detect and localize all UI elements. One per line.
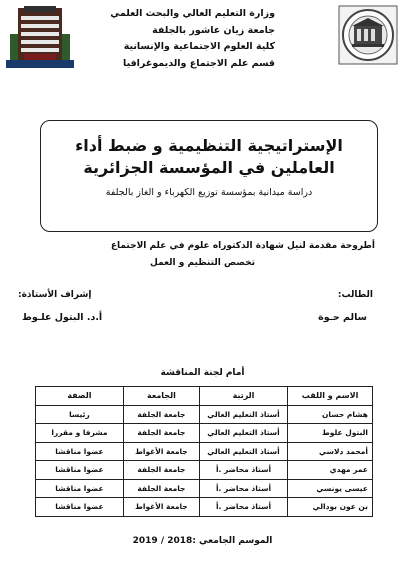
header-rank: الرتبة <box>199 387 287 406</box>
student-label: الطالب: <box>337 290 373 300</box>
member-rank: أستاذ التعليم العالي <box>199 442 287 461</box>
ministry-line: وزارة التعليم العالي والبحث العلمي <box>110 8 275 19</box>
committee-title: أمام لجنة المناقشة <box>160 368 245 378</box>
member-university: جامعة الجلفة <box>123 405 199 424</box>
header-role: الصفة <box>36 387 124 406</box>
member-name: البتول علوط <box>288 424 373 443</box>
supervisor-name: أ.د. البتول علـوط <box>22 312 103 323</box>
university-building-logo-icon <box>4 4 76 70</box>
table-row <box>36 498 373 517</box>
university-line: جامعة زيان عاشور بالجلفة <box>152 24 275 36</box>
thesis-specialty-line: تخصص التنظيم و العمل <box>150 258 255 268</box>
table-row <box>36 424 373 443</box>
thesis-title-box <box>40 120 378 232</box>
thesis-title-line1: الإستراتيجية التنظيمية و ضبط أداء <box>75 136 343 155</box>
faculty-line: كلية العلوم الاجتماعية والإنسانية <box>123 41 275 52</box>
member-rank: أستاذ التعليم العالي <box>199 424 287 443</box>
supervisor-label: إشراف الأستاذة: <box>18 290 92 300</box>
member-name: عمر مهدي <box>288 461 373 480</box>
thesis-title-line2: العاملين في المؤسسة الجزائرية <box>83 158 335 177</box>
student-name: سالم حـوة <box>318 312 367 323</box>
academic-season: الموسم الجامعي :2018 / 2019 <box>132 536 273 546</box>
committee-header-row <box>36 387 373 406</box>
table-row <box>36 479 373 498</box>
department-line: قسم علم الاجتماع والديموغرافيا <box>123 57 275 69</box>
thesis-degree-line: أطروحة مقدمة لنيل شهادة الدكتوراه علوم في علم الاجتماع <box>110 241 375 251</box>
member-name: أمحمد دلاسي <box>288 442 373 461</box>
member-university: جامعة الجلفة <box>123 424 199 443</box>
member-role: عضوا مناقشا <box>36 479 124 498</box>
member-role: عضوا مناقشا <box>36 461 124 480</box>
member-name: هشام حسان <box>288 405 373 424</box>
member-rank: أستاذ محاضر .أ <box>199 479 287 498</box>
member-name: بن عون بودالي <box>288 498 373 517</box>
member-university: جامعة الجلفة <box>123 479 199 498</box>
member-role: مشرفا و مقررا <box>36 424 124 443</box>
table-row <box>36 461 373 480</box>
header-university: الجامعة <box>123 387 199 406</box>
table-row <box>36 442 373 461</box>
institution-header <box>75 6 275 72</box>
member-rank: أستاذ محاضر .أ <box>199 498 287 517</box>
member-rank: أستاذ التعليم العالي <box>199 405 287 424</box>
member-role: عضوا مناقشا <box>36 442 124 461</box>
member-university: جامعة الأغواط <box>123 498 199 517</box>
member-university: جامعة الأغواط <box>123 442 199 461</box>
university-emblem-icon <box>337 4 399 66</box>
member-university: جامعة الجلفة <box>123 461 199 480</box>
thesis-subtitle: دراسة ميدانية بمؤسسة توزيع الكهرباء و الغاز بالجلفة <box>105 187 313 198</box>
committee-table <box>35 386 373 517</box>
header-name: الاسم و اللقب <box>288 387 373 406</box>
member-role: رئيسا <box>36 405 124 424</box>
table-row <box>36 405 373 424</box>
member-role: عضوا مناقشا <box>36 498 124 517</box>
member-name: عيسى يونسي <box>288 479 373 498</box>
member-rank: أستاذ محاضر .أ <box>199 461 287 480</box>
